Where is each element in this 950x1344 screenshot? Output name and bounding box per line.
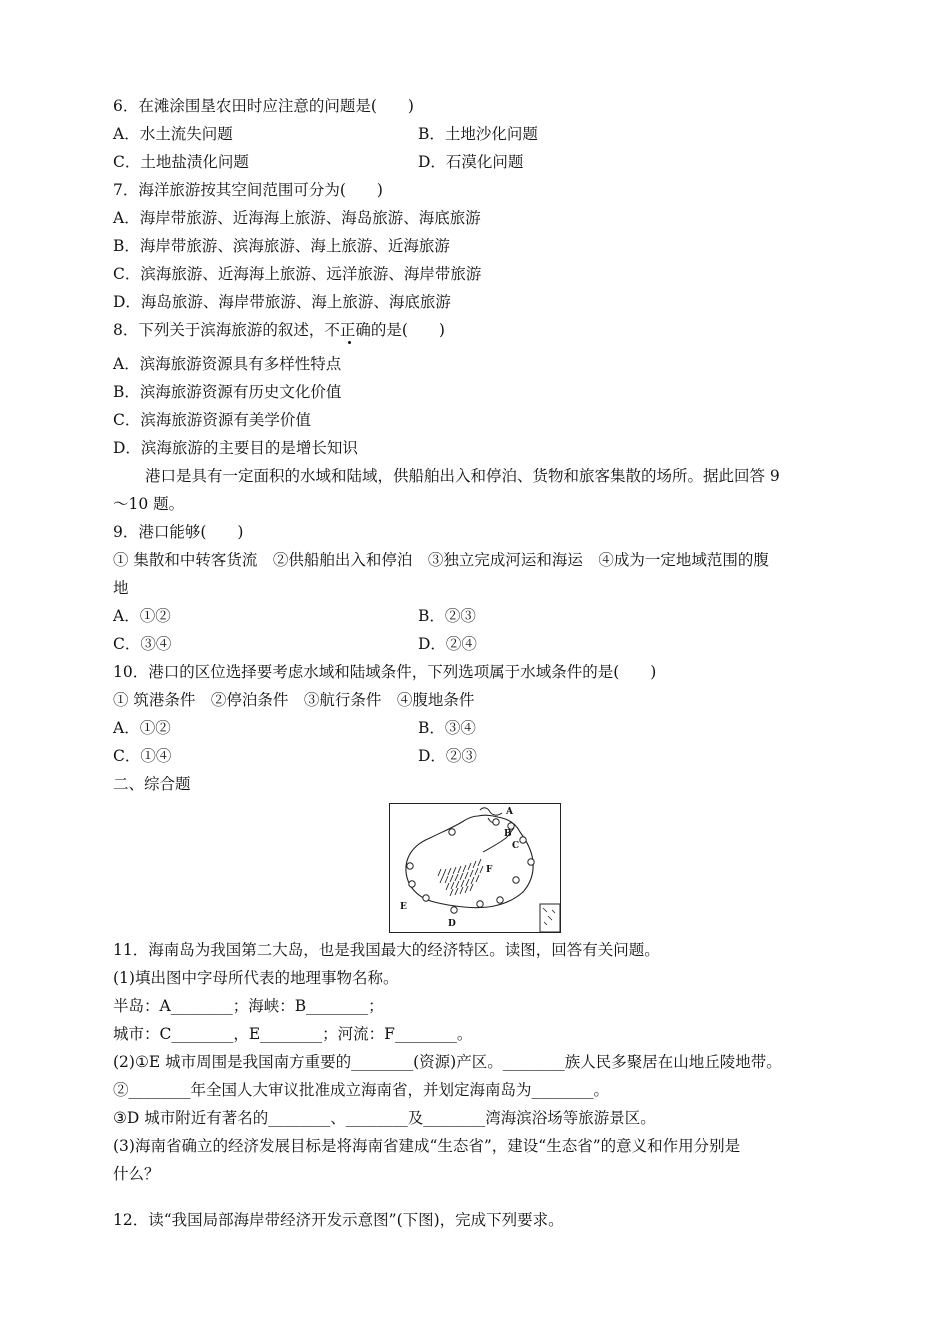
q10-stem: 10．港口的区位选择要考虑水域和陆域条件，下列选项属于水域条件的是( ) <box>113 663 657 681</box>
q8-option-d: D．滨海旅游的主要目的是增长知识 <box>113 439 358 457</box>
q6-stem: 6．在滩涂围垦农田时应注意的问题是( ) <box>113 97 414 115</box>
q9-option-a: A．①② <box>113 607 171 625</box>
q8-option-c: C．滨海旅游资源有美学价值 <box>113 411 311 429</box>
section-title: 二、综合题 <box>113 775 191 793</box>
hainan-map-svg <box>390 804 560 932</box>
q6-option-d: D．石漠化问题 <box>418 153 524 171</box>
q6-option-b: B．土地沙化问题 <box>418 125 538 143</box>
q9-stem: 9．港口能够( ) <box>113 523 244 541</box>
q7-option-c: C．滨海旅游、近海海上旅游、远洋旅游、海岸带旅游 <box>113 265 482 283</box>
q12-stem: 12．读“我国局部海岸带经济开发示意图”(下图)，完成下列要求。 <box>113 1211 564 1229</box>
q6-option-a: A．水土流失问题 <box>113 125 233 143</box>
q11-stem: 11．海南岛为我国第二大岛，也是我国最大的经济特区。读图，回答有关问题。 <box>113 941 660 959</box>
port-intro-line2: ～10 题。 <box>113 495 185 513</box>
emphasis-dot <box>348 341 351 344</box>
q7-option-d: D．海岛旅游、海岸带旅游、海上旅游、海底旅游 <box>113 293 451 311</box>
q8-option-b: B．滨海旅游资源有历史文化价值 <box>113 383 342 401</box>
label-e: E <box>400 902 407 912</box>
q10-option-c: C．①④ <box>113 747 172 765</box>
q10-option-a: A．①② <box>113 719 171 737</box>
north-coast-line <box>480 808 502 815</box>
label-a: A <box>506 807 513 817</box>
q7-option-b: B．海岸带旅游、滨海旅游、海上旅游、近海旅游 <box>113 237 450 255</box>
q11-part1-line1: 半岛：A________；海峡：B________； <box>113 997 384 1015</box>
q7-option-a: A．海岸带旅游、近海海上旅游、海岛旅游、海底旅游 <box>113 209 481 227</box>
q11-part1: (1)填出图中字母所代表的地理事物名称。 <box>113 969 399 987</box>
q11-part1-line2: 城市：C________，E________；河流：F________。 <box>113 1025 473 1043</box>
label-b: B <box>504 829 512 839</box>
q9-statements: ① 集散和中转客货流 ②供船舶出入和停泊 ③独立完成河运和海运 ④成为一定地域范围的腹 <box>113 551 769 569</box>
q10-option-b: B．③④ <box>418 719 476 737</box>
q7-stem: 7．海洋旅游按其空间范围可分为( ) <box>113 181 383 199</box>
q11-part3-line1: (3)海南省确立的经济发展目标是将海南省建成“生态省”，建设“生态省”的意义和作用分别是 <box>113 1137 741 1155</box>
q6-option-c: C．土地盐渍化问题 <box>113 153 249 171</box>
label-d: D <box>448 919 456 929</box>
q11-part2-line2: ②________年全国人大审议批准成立海南省，并划定海南岛为________。 <box>113 1081 610 1099</box>
q11-part2-line1: (2)①E 城市周围是我国南方重要的________(资源)产区。________族人民多聚居在山地丘陵地带。 <box>113 1053 782 1071</box>
mountain-area <box>438 859 483 896</box>
hainan-island-map <box>389 803 561 933</box>
q11-part2-line3: ③D 城市附近有著名的________、________及________湾海滨浴场等旅游景区。 <box>113 1109 656 1127</box>
city-markers <box>407 819 534 913</box>
q11-part3-line2: 什么？ <box>113 1165 160 1183</box>
label-c: C <box>512 841 520 851</box>
q10-statements: ① 筑港条件 ②停泊条件 ③航行条件 ④腹地条件 <box>113 691 475 709</box>
q9-option-d: D．②④ <box>418 635 477 653</box>
island-coastline <box>406 815 533 907</box>
q8-stem: 8．下列关于滨海旅游的叙述，不正确的是( ) <box>113 321 445 339</box>
q10-option-d: D．②③ <box>418 747 477 765</box>
q9-statements-cont: 地 <box>113 579 129 597</box>
q8-option-a: A．滨海旅游资源具有多样性特点 <box>113 355 342 373</box>
label-f: F <box>486 865 493 875</box>
q9-option-b: B．②③ <box>418 607 476 625</box>
q9-option-c: C．③④ <box>113 635 172 653</box>
port-intro-line1: 港口是具有一定面积的水域和陆域，供船舶出入和停泊、货物和旅客集散的场所。据此回答 9 <box>145 467 780 485</box>
